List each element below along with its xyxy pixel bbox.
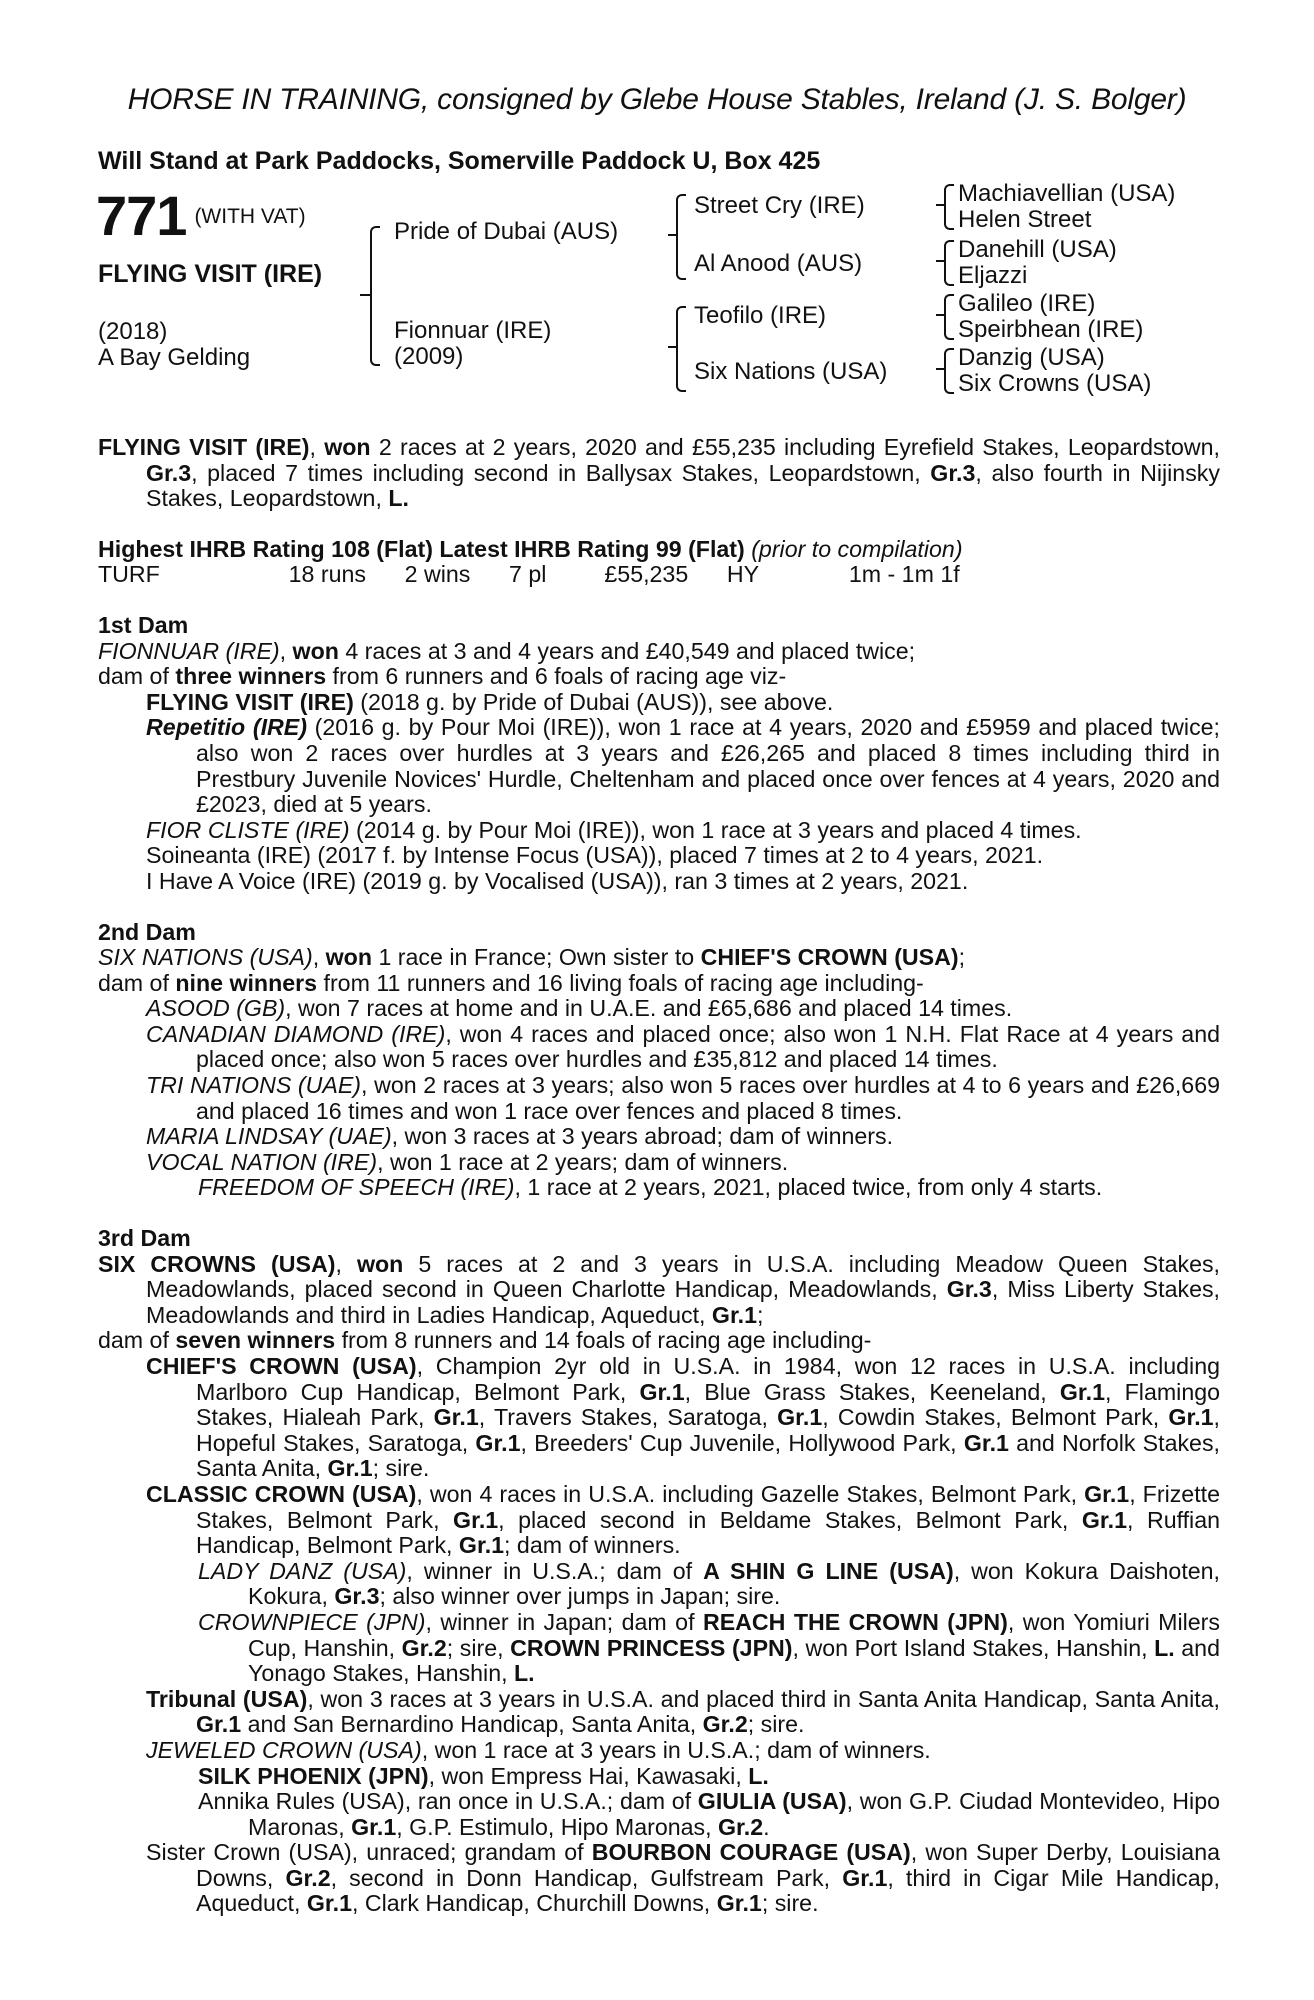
produce-text: , won 1 race at 3 years in U.S.A.; dam of winners. <box>421 1736 931 1763</box>
offspring-name: A SHIN G LINE (USA) <box>703 1557 954 1584</box>
grade-label: Gr.1 <box>1084 1480 1130 1507</box>
offspring-name: REACH THE CROWN (JPN) <box>702 1608 1008 1635</box>
stand-location: Will Stand at Park Paddocks, Somerville Paddock U, Box 425 <box>98 147 821 175</box>
dam-of-text: from 6 runners and 6 foals of racing age viz- <box>326 663 787 690</box>
produce-entry <box>98 1687 1220 1738</box>
produce-entry <box>98 1559 1220 1610</box>
produce-entry <box>98 1073 1220 1124</box>
winners-count: seven winners <box>175 1327 336 1354</box>
pedigree-sire-dam: Al Anood (AUS) <box>694 250 863 277</box>
grade-label: Gr.1 <box>842 1864 888 1891</box>
produce-name: CANADIAN DIAMOND (IRE) <box>146 1020 446 1047</box>
produce-name: CLASSIC CROWN (USA) <box>146 1480 417 1507</box>
pedigree-dam-year: (2009) <box>394 343 464 370</box>
produce-text: , won 3 races at 3 years in U.S.A. and placed third in Santa Anita Handicap, Santa Anita, <box>307 1685 1221 1712</box>
pedigree-dam-dam: Six Nations (USA) <box>694 358 888 385</box>
lot-number-block <box>96 186 306 246</box>
pedigree-bracket-tip <box>936 368 946 370</box>
produce-name: Tribunal (USA) <box>146 1685 308 1712</box>
horse-description: A Bay Gelding <box>98 344 251 371</box>
produce-name: FLYING VISIT (IRE) <box>146 688 354 715</box>
produce-entry <box>98 715 1220 817</box>
summary-won: won <box>324 434 371 460</box>
rating-note: (prior to compilation) <box>751 535 963 562</box>
produce-text: , third in Cigar Mile Handicap, Aqueduct, <box>196 1864 1220 1917</box>
catalogue-body <box>98 435 1220 1917</box>
produce-name: Repetitio (IRE) <box>146 714 307 741</box>
offspring-name: GIULIA (USA) <box>697 1788 847 1815</box>
dam3-text: , Miss Liberty Stakes, Meadowlands and third in Ladies Handicap, Aqueduct, <box>146 1276 1220 1328</box>
produce-text: , won 4 races in U.S.A. including Gazelle Stakes, Belmont Park, <box>416 1480 1085 1507</box>
dam2-heading: 2nd Dam <box>98 918 196 945</box>
grade-label: Gr.1 <box>639 1378 685 1405</box>
dam-of: dam of <box>98 969 176 996</box>
summary-text: , also fourth in Nijinsky Stakes, Leopardstown, <box>146 459 1220 512</box>
rating-line <box>98 537 1220 563</box>
produce-text: , winner in U.S.A.; dam of <box>406 1557 704 1584</box>
pedigree-bracket-sire-dam <box>370 226 380 366</box>
produce-entry <box>98 1150 1220 1176</box>
winners-count: three winners <box>175 663 327 690</box>
pedigree-dam: Fionnuar (IRE) <box>394 317 552 344</box>
grade-label: Gr.3 <box>946 1276 992 1303</box>
produce-text: , won 3 races at 3 years abroad; dam of winners. <box>391 1123 894 1150</box>
produce-text: , Ruffian Handicap, Belmont Park, <box>196 1506 1221 1559</box>
pedigree-grandparent-6: Speirbhean (IRE) <box>958 316 1144 343</box>
pedigree-grandparent-2: Helen Street <box>958 206 1092 233</box>
produce-entry: Soineanta (IRE) (2017 f. by Intense Focus (USA)), placed 7 times at 2 to 4 years, 2021. <box>146 842 1044 869</box>
dam-of-text: from 8 runners and 14 foals of racing age including- <box>335 1327 872 1354</box>
pedigree-bracket-g4 <box>944 348 954 394</box>
summary-text: 2 races at 2 years, 2020 and £55,235 including Eyrefield Stakes, Leopardstown, <box>370 434 1220 460</box>
produce-text: ; sire, <box>446 1634 511 1661</box>
grade-label: Gr.1 <box>963 1429 1009 1456</box>
horse-name: FLYING VISIT (IRE) <box>98 260 323 288</box>
dam3-heading: 3rd Dam <box>98 1225 191 1252</box>
produce-text: , Travers Stakes, Saratoga, <box>478 1404 778 1431</box>
pedigree-bracket-sire-parents <box>676 194 686 280</box>
produce-text: ; sire. <box>372 1455 430 1482</box>
dam1-text: 4 races at 3 and 4 years and £40,549 and placed twice; <box>338 637 916 664</box>
grade-label: Gr.1 <box>196 1711 242 1738</box>
produce-text: , won G.P. Ciudad Montevideo, Hipo Maronas, <box>248 1788 1220 1840</box>
grade-label: Gr.3 <box>930 459 976 486</box>
grade-label: Gr.1 <box>453 1506 499 1533</box>
dam2-won: won <box>325 944 372 971</box>
punctuation: . <box>763 1813 770 1840</box>
dam1-won: won <box>292 637 339 664</box>
produce-entry <box>98 818 1220 844</box>
produce-text: and Norfolk Stakes, Santa Anita, <box>196 1429 1220 1482</box>
produce-text: and Yonago Stakes, Hanshin, <box>248 1634 1220 1687</box>
grade-label: Gr.1 <box>1059 1378 1106 1405</box>
produce-text: , won 2 races at 3 years; also won 5 races over hurdles at 4 to 6 years and £26,669 and placed 16 times and won 1 race over fences and placed 8 times. <box>196 1072 1220 1124</box>
pedigree-bracket-g1 <box>944 184 954 230</box>
race-summary: FLYING VISIT (IRE), won 2 races at 2 years, 2020 and £55,235 including Eyrefield Stakes, Leopardstown, Gr.3, placed 7 times including second in Ballysax Stakes, Leopardstown, Gr.3, also fourth in Nijinsky Stakes, Leopardstown, L. <box>98 434 1220 512</box>
produce-name: JEWELED CROWN (USA) <box>146 1736 422 1763</box>
produce-name: CROWNPIECE (JPN) <box>198 1608 426 1635</box>
produce-entry <box>98 1738 1220 1764</box>
dam1-summary: FIONNUAR (IRE), won 4 races at 3 and 4 years and £40,549 and placed twice; <box>98 637 916 664</box>
produce-text: ; dam of winners. <box>504 1532 681 1559</box>
grade-label: Gr.3 <box>146 459 192 486</box>
grade-label: Gr.1 <box>777 1404 823 1431</box>
produce-name: SILK PHOENIX (JPN) <box>198 1762 429 1789</box>
dam1-name: FIONNUAR (IRE) <box>98 637 280 664</box>
dam3-produce-summary <box>98 1328 1220 1354</box>
produce-text: , won Kokura Daishoten, Kokura, <box>248 1557 1221 1610</box>
grade-label: Gr.2 <box>285 1864 331 1891</box>
pedigree-grandparent-1: Machiavellian (USA) <box>958 180 1176 207</box>
produce-text: and San Bernardino Handicap, Santa Anita, <box>241 1711 703 1738</box>
produce-text: , Champion 2yr old in U.S.A. in 1984, won 12 races in U.S.A. including Marlboro Cup Handicap, Belmont Park, <box>196 1353 1220 1405</box>
pedigree-bracket-tip <box>668 234 678 236</box>
grade-label: Gr.1 <box>475 1429 521 1456</box>
produce-entry <box>98 1124 1220 1150</box>
produce-text: (2016 g. by Pour Moi (IRE)), won 1 race at 4 years, 2020 and £5959 and placed twice; also won 2 races over hurdles at 3 years and £26,265 and placed 8 times including third in Prestbury Juvenile Novices' Hurdle, Cheltenham and placed once over fences at 4 years, 2020 and £2023, died at 5 years. <box>196 714 1220 818</box>
produce-entry <box>98 996 1220 1022</box>
produce-text: ; also winner over jumps in Japan; sire. <box>379 1583 781 1610</box>
dam3-name: SIX CROWNS (USA) <box>98 1250 336 1277</box>
pedigree-bracket-tip <box>936 204 946 206</box>
produce-text: , Flamingo Stakes, Hialeah Park, <box>196 1378 1220 1431</box>
produce-text: , winner in Japan; dam of <box>425 1608 703 1635</box>
punctuation: ; <box>958 944 966 971</box>
produce-text: (2018 g. by Pride of Dubai (AUS)), see above. <box>353 688 834 715</box>
grade-label: L. <box>1154 1634 1175 1661</box>
grade-label: Gr.1 <box>351 1813 397 1840</box>
grade-label: Gr.2 <box>702 1711 748 1738</box>
grade-label: Gr.1 <box>711 1301 758 1328</box>
pedigree-sire-sire: Street Cry (IRE) <box>694 192 865 219</box>
produce-text: , won 1 race at 2 years; dam of winners. <box>377 1148 789 1175</box>
dam2-summary: SIX NATIONS (USA), won 1 race in France; Own sister to CHIEF'S CROWN (USA); <box>98 944 966 971</box>
grade-label: Gr.1 <box>306 1890 352 1917</box>
produce-text: , won Super Derby, Louisiana Downs, <box>196 1839 1220 1891</box>
winners-count: nine winners <box>175 969 318 996</box>
produce-text: , Blue Grass Stakes, Keeneland, <box>684 1378 1060 1405</box>
grade-label: Gr.3 <box>334 1583 380 1610</box>
produce-text: , Hopeful Stakes, Saratoga, <box>196 1404 1220 1456</box>
dam-of: dam of <box>98 1327 176 1354</box>
pedigree-bracket-tip <box>936 314 946 316</box>
grade-label: Gr.1 <box>1081 1506 1127 1533</box>
grade-label: L. <box>748 1762 769 1789</box>
produce-text: , Cowdin Stakes, Belmont Park, <box>822 1404 1169 1431</box>
produce-entry <box>98 1764 1220 1790</box>
summary-text: , placed 7 times including second in Ballysax Stakes, Leopardstown, <box>191 459 931 486</box>
offspring-name: BOURBON COURAGE (USA) <box>591 1839 911 1866</box>
dam1-heading: 1st Dam <box>98 611 189 638</box>
grade-label: Gr.1 <box>327 1455 373 1482</box>
dam3-won: won <box>356 1250 404 1277</box>
produce-entry <box>98 1840 1220 1917</box>
grade-label: Gr.1 <box>1168 1404 1214 1431</box>
dam-of-text: from 11 runners and 16 living foals of racing age including- <box>317 969 924 996</box>
punctuation: ; <box>757 1301 764 1328</box>
produce-entry <box>98 1175 1220 1201</box>
pedigree-grandparent-3: Danehill (USA) <box>958 236 1117 263</box>
produce-text: Sister Crown (USA), unraced; grandam of <box>146 1839 592 1866</box>
pedigree-bracket-tip <box>936 260 946 262</box>
produce-entry <box>98 1789 1220 1840</box>
produce-text: , 1 race at 2 years, 2021, placed twice, from only 4 starts. <box>514 1174 1103 1201</box>
produce-name: FREEDOM OF SPEECH (IRE) <box>198 1174 515 1201</box>
dam2-produce-summary <box>98 971 1220 997</box>
pedigree-bracket-g3 <box>944 294 954 340</box>
produce-text: , Clark Handicap, Churchill Downs, <box>352 1890 717 1917</box>
summary-horse-name: FLYING VISIT (IRE) <box>98 434 310 460</box>
produce-text: (2014 g. by Pour Moi (IRE)), won 1 race at 3 years and placed 4 times. <box>349 816 1082 843</box>
pedigree-bracket-tip <box>360 294 370 296</box>
produce-entry <box>98 1482 1220 1559</box>
produce-entry <box>98 1354 1220 1482</box>
offspring-name: CROWN PRINCESS (JPN) <box>510 1634 793 1661</box>
dam1-produce-summary <box>98 664 1220 690</box>
grade-label: L. <box>514 1660 535 1687</box>
dam-of: dam of <box>98 663 176 690</box>
pedigree-bracket-g2 <box>944 240 954 286</box>
page-header: HORSE IN TRAINING, consigned by Glebe House Stables, Ireland (J. S. Bolger) <box>127 83 1187 116</box>
pedigree-grandparent-8: Six Crowns (USA) <box>958 370 1152 397</box>
sister-name: CHIEF'S CROWN (USA) <box>700 944 959 971</box>
produce-name: LADY DANZ (USA) <box>198 1557 407 1584</box>
lot-number: 771 <box>96 184 187 247</box>
produce-entry <box>98 1610 1220 1687</box>
grade-label: Gr.1 <box>433 1404 479 1431</box>
produce-name: ASOOD (GB) <box>146 995 286 1022</box>
produce-name: FIOR CLISTE (IRE) <box>146 816 350 843</box>
dam2-name: SIX NATIONS (USA) <box>98 944 313 971</box>
pedigree-grandparent-5: Galileo (IRE) <box>958 290 1096 317</box>
produce-text: ; sire. <box>747 1711 805 1738</box>
produce-text: , won Yomiuri Milers Cup, Hanshin, <box>248 1608 1220 1661</box>
produce-name: CHIEF'S CROWN (USA) <box>146 1353 417 1379</box>
produce-text: , placed second in Beldame Stakes, Belmont Park, <box>498 1506 1082 1533</box>
pedigree-bracket-tip <box>668 346 678 348</box>
dam3-summary: SIX CROWNS (USA), won 5 races at 2 and 3 years in U.S.A. including Meadow Queen Stakes, Meadowlands, placed second in Queen Charlotte Handicap, Meadowlands, Gr.3, Miss Liberty Stakes, Meadowlands and third in Ladies Handicap, Aqueduct, Gr.1; <box>98 1250 1221 1328</box>
horse-year: (2018) <box>98 318 168 345</box>
pedigree-sire: Pride of Dubai (AUS) <box>394 218 619 245</box>
produce-name: VOCAL NATION (IRE) <box>146 1148 378 1175</box>
produce-name: MARIA LINDSAY (UAE) <box>146 1123 392 1150</box>
dam2-text: 1 race in France; Own sister to <box>372 944 701 971</box>
produce-text: , won Empress Hai, Kawasaki, <box>428 1762 749 1789</box>
vat-label: (WITH VAT) <box>194 205 306 228</box>
pedigree-bracket-dam-parents <box>676 306 686 392</box>
pedigree-grandparent-4: Eljazzi <box>958 262 1028 289</box>
produce-text: , Frizette Stakes, Belmont Park, <box>196 1480 1220 1533</box>
grade-label: L. <box>388 485 409 512</box>
produce-text: , second in Donn Handicap, Gulfstream Park, <box>330 1864 843 1891</box>
rating-label: Highest IHRB Rating 108 (Flat) Latest IHRB Rating 99 (Flat) <box>98 535 745 562</box>
pedigree-dam-sire: Teofilo (IRE) <box>694 302 827 329</box>
produce-text: ; sire. <box>761 1890 819 1917</box>
produce-text: , Breeders' Cup Juvenile, Hollywood Park, <box>520 1429 964 1456</box>
produce-entry: I Have A Voice (IRE) (2019 g. by Vocalised (USA)), ran 3 times at 2 years, 2021. <box>146 867 969 894</box>
dam3-text: 5 races at 2 and 3 years in U.S.A. including Meadow Queen Stakes, Meadowlands, placed second in Queen Charlotte Handicap, Meadowlands, <box>146 1250 1221 1303</box>
produce-text: , G.P. Estimulo, Hipo Maronas, <box>396 1813 718 1840</box>
produce-text: , won 7 races at home and in U.A.E. and £65,686 and placed 14 times. <box>285 995 1013 1022</box>
produce-text: Annika Rules (USA), ran once in U.S.A.; dam of <box>198 1788 698 1815</box>
produce-text: , won 4 races and placed once; also won 1 N.H. Flat Race at 4 years and placed once; also won 5 races over hurdles and £35,812 and placed 14 times. <box>196 1020 1220 1073</box>
produce-entry <box>98 1022 1220 1073</box>
pedigree-grandparent-7: Danzig (USA) <box>958 344 1105 371</box>
produce-entry <box>98 690 1220 716</box>
grade-label: Gr.2 <box>717 1813 764 1840</box>
produce-name: TRI NATIONS (UAE) <box>146 1072 362 1099</box>
grade-label: Gr.1 <box>716 1890 762 1917</box>
grade-label: Gr.1 <box>458 1532 505 1559</box>
produce-text: , won Port Island Stakes, Hanshin, <box>792 1634 1155 1661</box>
grade-label: Gr.2 <box>401 1634 447 1661</box>
racing-stats: TURF 18 runs 2 wins 7 pl £55,235 HY 1m - 1m 1f <box>98 561 960 588</box>
